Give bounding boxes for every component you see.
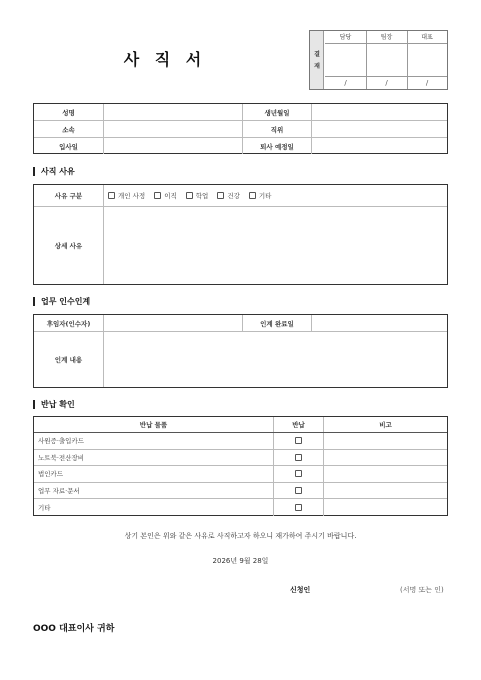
return-checkbox-cell <box>274 433 324 449</box>
return-note-field[interactable] <box>324 466 447 482</box>
returns-heading: 반납 확인 <box>33 400 75 409</box>
return-item-label: 노트북·전산장비 <box>34 450 274 466</box>
handover-heading: 업무 인수인계 <box>33 297 90 306</box>
checkbox-icon[interactable] <box>154 192 161 199</box>
return-checkbox-cell <box>274 466 324 482</box>
approval-divider <box>407 31 408 89</box>
option-label: 기타 <box>258 192 272 200</box>
signature-hint[interactable]: (서명 또는 인) <box>400 586 444 594</box>
handover-content-row <box>34 332 447 387</box>
resign-date-field[interactable] <box>312 138 447 154</box>
checkbox-icon[interactable] <box>186 192 193 199</box>
approval-role-ceo: 대표 <box>407 31 447 44</box>
return-note-field[interactable] <box>324 433 447 449</box>
approval-date-staff[interactable]: / <box>344 79 347 87</box>
return-item-label: 법인카드 <box>34 466 274 482</box>
position-field[interactable] <box>312 121 447 137</box>
position-label: 직위 <box>242 121 312 137</box>
option-label: 건강 <box>227 192 240 200</box>
table-row <box>34 483 447 500</box>
approval-sign-row[interactable] <box>325 44 447 77</box>
successor-label: 후임자(인수자) <box>34 315 104 331</box>
checkbox-icon[interactable] <box>249 192 256 199</box>
info-row <box>34 104 447 121</box>
handover-table <box>33 314 448 388</box>
approval-date-lead[interactable]: / <box>385 79 388 87</box>
handover-row <box>34 315 447 332</box>
reason-detail-field[interactable] <box>104 207 447 284</box>
table-row <box>34 433 447 450</box>
return-note-field[interactable] <box>324 450 447 466</box>
checkbox-icon[interactable] <box>295 470 302 477</box>
reason-detail-label: 상세 사유 <box>34 207 104 284</box>
reason-options <box>108 185 448 206</box>
completion-date-label: 인계 완료일 <box>242 315 312 331</box>
return-item-label: 기타 <box>34 499 274 516</box>
option-label: 학업 <box>195 192 209 200</box>
reason-option-health[interactable] <box>217 191 240 200</box>
name-label: 성명 <box>34 104 104 120</box>
reason-table <box>33 184 448 285</box>
return-note-field[interactable] <box>324 499 447 516</box>
document-date: 2026년 9월 28일 <box>212 557 269 565</box>
option-label: 개인 사정 <box>118 192 146 200</box>
handover-content-field[interactable] <box>104 332 447 387</box>
return-checkbox-cell <box>274 450 324 466</box>
hire-date-label: 입사일 <box>34 138 104 154</box>
name-field[interactable] <box>104 104 264 120</box>
resign-date-label: 퇴사 예정일 <box>242 138 312 154</box>
approval-label-top: 결 <box>314 51 320 58</box>
reason-detail-row <box>34 207 447 284</box>
reason-category-label: 사유 구분 <box>34 185 104 206</box>
reason-category-row <box>34 185 447 207</box>
table-row <box>34 499 447 516</box>
addressee: OOO 대표이사 귀하 <box>33 624 115 634</box>
approval-date-ceo[interactable]: / <box>425 79 429 87</box>
birth-label: 생년월일 <box>242 104 312 120</box>
return-item-label: 업무 자료·문서 <box>34 483 274 499</box>
returns-col-returned: 반납 <box>274 417 324 432</box>
approval-role-staff: 담당 <box>325 31 366 44</box>
reason-heading: 사직 사유 <box>33 167 75 176</box>
checkbox-icon[interactable] <box>295 487 302 494</box>
return-checkbox-cell <box>274 483 324 499</box>
reason-option-personal[interactable] <box>108 191 145 200</box>
approval-box <box>309 30 448 90</box>
employee-info-table <box>33 103 448 154</box>
info-row <box>34 138 447 154</box>
approval-label-column <box>310 31 324 89</box>
hire-date-field[interactable] <box>104 138 242 154</box>
checkbox-icon[interactable] <box>295 504 302 511</box>
option-label: 이직 <box>164 192 177 200</box>
reason-option-study[interactable] <box>186 191 209 200</box>
returns-col-item: 반납 물품 <box>34 417 274 432</box>
returns-table <box>33 416 448 516</box>
returns-col-note: 비고 <box>379 421 392 429</box>
approval-label-bottom: 재 <box>314 63 320 70</box>
department-field[interactable] <box>104 121 242 137</box>
table-row <box>34 450 447 467</box>
handover-content-label: 인계 내용 <box>34 332 104 387</box>
approval-role-lead: 팀장 <box>366 31 407 44</box>
completion-date-field[interactable] <box>312 315 447 331</box>
resignation-statement: 상기 본인은 위와 같은 사유로 사직하고자 하오니 재가하여 주시기 바랍니다. <box>124 532 357 540</box>
approval-divider <box>366 31 367 89</box>
department-label: 소속 <box>34 121 104 137</box>
info-row <box>34 121 447 138</box>
reason-option-other[interactable] <box>249 191 272 200</box>
reason-option-job-change[interactable] <box>154 191 177 200</box>
page-title: 사 직 서 <box>123 50 207 69</box>
checkbox-icon[interactable] <box>108 192 115 199</box>
return-checkbox-cell <box>274 499 324 516</box>
checkbox-icon[interactable] <box>295 454 302 461</box>
table-row <box>34 466 447 483</box>
applicant-label: 신청인 <box>290 586 311 594</box>
return-item-label: 사원증·출입카드 <box>34 433 274 449</box>
returns-header-row <box>34 417 447 433</box>
checkbox-icon[interactable] <box>217 192 224 199</box>
birth-field[interactable] <box>312 104 447 120</box>
successor-field[interactable] <box>104 315 242 331</box>
checkbox-icon[interactable] <box>295 437 302 444</box>
return-note-field[interactable] <box>324 483 447 499</box>
